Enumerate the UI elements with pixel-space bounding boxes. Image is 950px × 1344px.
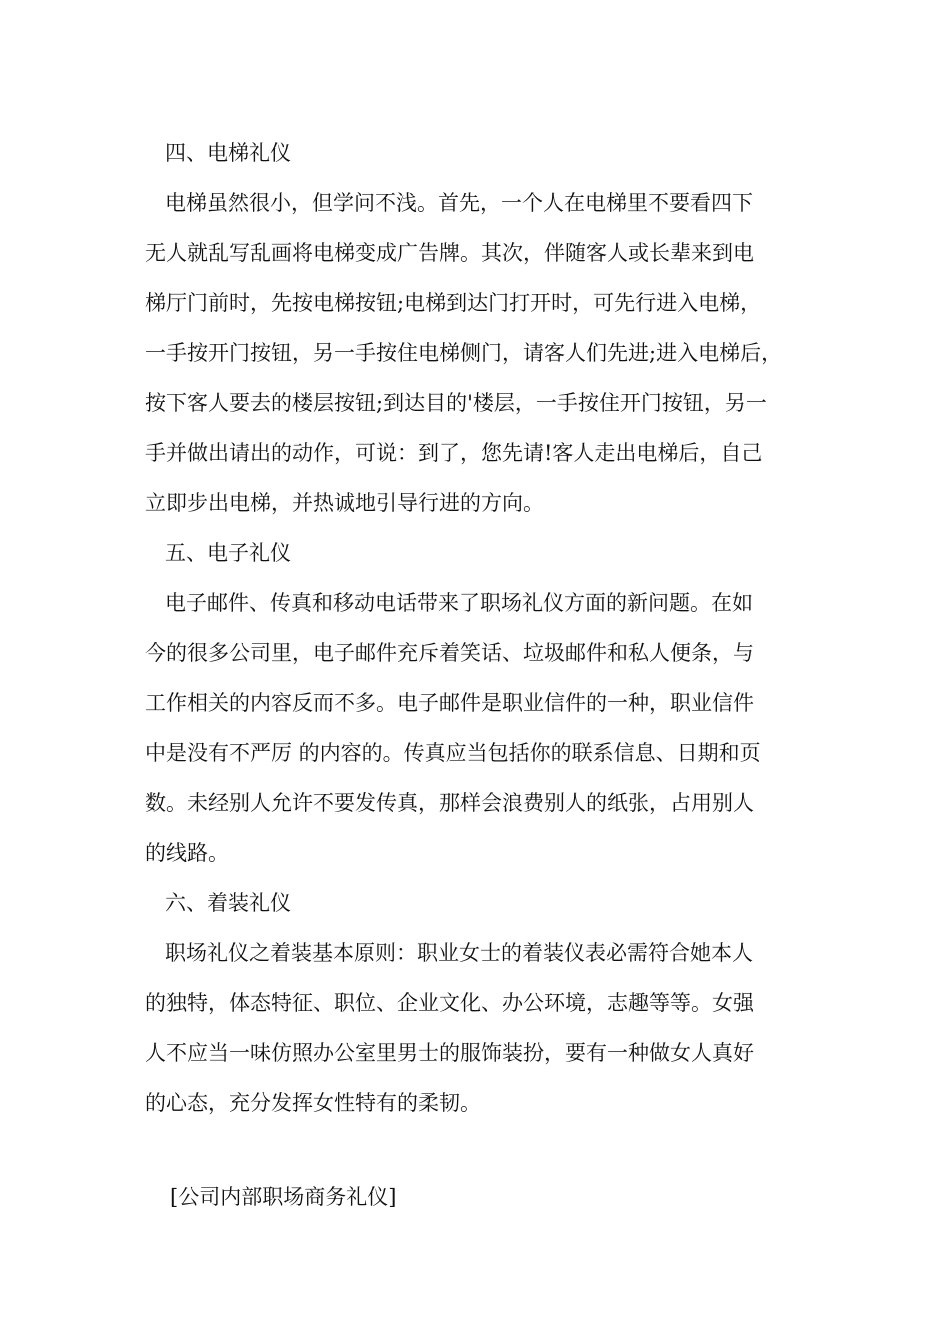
text-line: 梯厅门前时，先按电梯按钮;电梯到达门打开时，可先行进入电梯， [145, 291, 762, 315]
document-body [145, 128, 835, 1128]
text-line: 按下客人要去的楼层按钮;到达目的'楼层，一手按住开门按钮，另一 [145, 391, 767, 415]
text-line: 立即步出电梯，并热诚地引导行进的方向。 [145, 491, 544, 515]
text-line: 人不应当一味仿照办公室里男士的服饰装扮，要有一种做女人真好 [145, 1041, 754, 1065]
section-heading-electronic: 五、电子礼仪 [165, 541, 291, 565]
text-line: 电子邮件、传真和移动电话带来了职场礼仪方面的新问题。在如 [165, 591, 753, 615]
document-footer-title: [公司内部职场商务礼仪] [170, 1185, 397, 1209]
section-body-elevator [145, 178, 835, 528]
text-line: 职场礼仪之着装基本原则：职业女士的着装仪表必需符合她本人 [165, 941, 753, 965]
text-line: 数。未经别人允许不要发传真，那样会浪费别人的纸张，占用别人 [145, 791, 754, 815]
text-line: 手并做出请出的动作，可说：到了，您先请!客人走出电梯后，自己 [145, 441, 763, 465]
text-line: 的心态，充分发挥女性特有的柔韧。 [145, 1091, 481, 1115]
text-line: 的独特，体态特征、职位、企业文化、办公环境，志趣等等。女强 [145, 991, 754, 1015]
text-line: 中是没有不严厉 的内容的。传真应当包括你的联系信息、日期和页 [145, 741, 761, 765]
section-heading-elevator: 四、电梯礼仪 [165, 141, 291, 165]
text-line: 一手按开门按钮，另一手按住电梯侧门，请客人们先进;进入电梯后， [145, 341, 783, 365]
text-line: 电梯虽然很小，但学问不浅。首先，一个人在电梯里不要看四下 [165, 191, 753, 215]
text-line: 今的很多公司里，电子邮件充斥着笑话、垃圾邮件和私人便条，与 [145, 641, 754, 665]
text-line: 工作相关的内容反而不多。电子邮件是职业信件的一种，职业信件 [145, 691, 754, 715]
section-body-attire [145, 928, 835, 1128]
text-line: 的线路。 [145, 841, 229, 865]
section-body-electronic [145, 578, 835, 878]
text-line: 无人就乱写乱画将电梯变成广告牌。其次，伴随客人或长辈来到电 [145, 241, 754, 265]
section-heading-attire: 六、着装礼仪 [165, 891, 291, 915]
